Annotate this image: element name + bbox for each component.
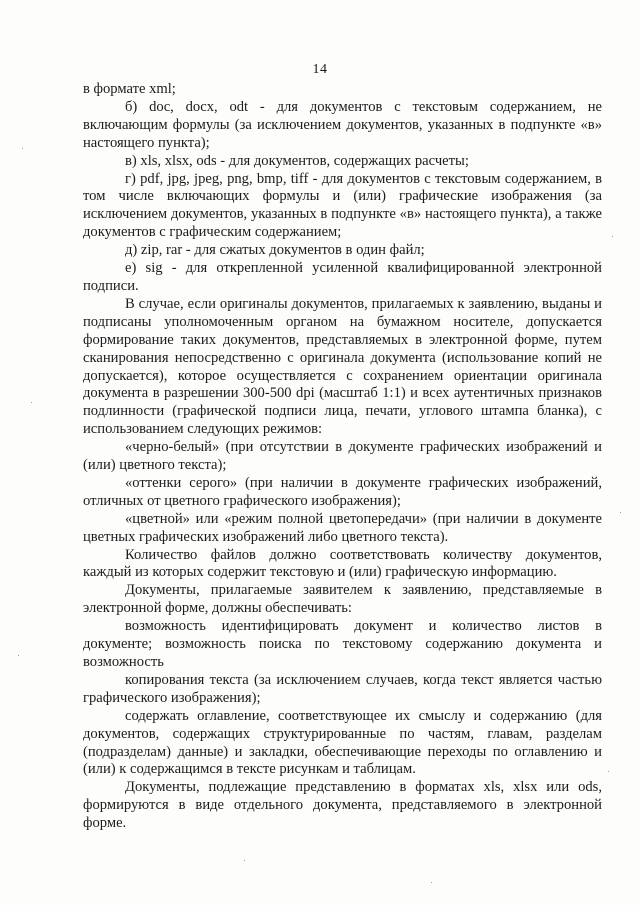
paragraph: в) xls, xlsx, ods - для документов, содержащих расчеты; [125, 152, 469, 169]
scan-speck [431, 882, 432, 883]
scan-speck [608, 771, 609, 772]
paragraph: г) pdf, jpg, jpeg, png, bmp, tiff - для документов с текстовым содержанием, в том числе включающих формулы и (или) графические изображения (за исключением документов, указанных в подпункте «в» настоящего пункта), а также документов с графическим содержанием; [83, 170, 602, 241]
paragraph: Документы, подлежащие представлению в форматах xls, xlsx или ods, формируются в виде отдельного документа, представляемого в электронной форме. [83, 779, 602, 832]
scan-speck [31, 402, 32, 403]
paragraph: копирования текста (за исключением случаев, когда текст является частью графического изображения); [83, 671, 602, 706]
paragraph: «цветной» или «режим полной цветопередачи» (при наличии в документе цветных графических изображений либо цветного текста). [83, 510, 602, 545]
paragraph: б) doc, docx, odt - для документов с текстовым содержанием, не включающим формулы (за исключением документов, указанных в подпункте «в» настоящего пункта); [83, 98, 602, 151]
paragraph: е) sig - для открепленной усиленной квалифицированной электронной подписи. [83, 260, 602, 294]
paragraph: д) zip, rar - для сжатых документов в один файл; [125, 242, 425, 259]
paragraph: «черно-белый» (при отсутствии в документе графических изображений и (или) цветного текста); [83, 439, 602, 474]
scan-speck [22, 148, 23, 149]
scan-speck [18, 655, 19, 656]
scan-speck [612, 236, 613, 237]
paragraph: Документы, прилагаемые заявителем к заявлению, представляемые в электронной форме, должны обеспечивать: [83, 582, 602, 617]
paragraph: возможность идентифицировать документ и количество листов в документе; возможность поиска по текстовому содержанию документа и возможность [83, 618, 602, 670]
paragraph: в формате xml; [83, 81, 176, 97]
paragraph: содержать оглавление, соответствующее их смыслу и содержанию (для документов, содержащих структурированные по частям, главам, разделам (подразделам) данные) и закладки, обеспечивающие переходы по оглавлению и (или) к содержащимся в тексте рисункам и таблицам. [83, 707, 602, 778]
paragraph: «оттенки серого» (при наличии в документе графических изображений, отличных от цветного графического изображения); [83, 474, 602, 509]
page-number: 14 [312, 62, 328, 77]
paragraph: Количество файлов должно соответствовать количеству документов, каждый из которых содержит текстовую и (или) графическую информацию. [83, 546, 602, 581]
scan-speck [620, 512, 621, 513]
scan-speck [244, 860, 245, 861]
paragraph: В случае, если оригиналы документов, прилагаемых к заявлению, выданы и подписаны уполномоченным органом на бумажном носителе, допускается формирование таких документов, представляемых в электронной форме, путем сканирования непосредственно с оригинала документа (использование копий не допускается), которое осуществляется с сохранением ориентации оригинала документа в разрешении 300-500 dpi (масштаб 1:1) и всех аутентичных признаков подлинности (графической подписи лица, печати, углового штампа бланка), с использованием следующих режимов: [83, 295, 602, 438]
document-body [83, 81, 602, 833]
